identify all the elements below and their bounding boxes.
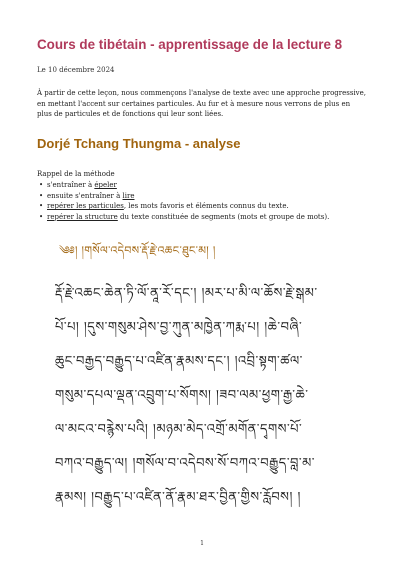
method-item: [47, 180, 367, 191]
tibetan-title: ༄༅། །གསོལ་འདེབས་རྡོ་རྗེ་འཆང་ཐུང་མ། །: [59, 244, 216, 257]
document-page: [37, 0, 367, 566]
document-title: Cours de tibétain - apprentissage de la lecture 8: [37, 37, 343, 52]
tibetan-line: བཀའ་བརྒྱུད་ལ། །གསོལ་བ་འདེབས་སོ་བཀའ་བརྒྱུད་བླ་མ་: [55, 456, 315, 471]
method-item-text: ensuite s'entraîner à: [47, 191, 123, 200]
link-lire[interactable]: lire: [122, 191, 135, 200]
method-item-text: du texte constituée de segments (mots et groupe de mots).: [117, 212, 330, 221]
tibetan-line: རྡོ་རྗེ་འཆང་ཆེན་ཏི་ལོ་ནཱ་རོ་དང་། །མར་པ་མི་ལ་ཆོས་རྗེ་སྒམ་: [55, 286, 318, 301]
method-item: [47, 191, 367, 202]
document-date: Le 10 décembre 2024: [37, 66, 115, 74]
method-item: [47, 201, 367, 212]
tibetan-line: པོ་པ། །དུས་གསུམ་ཤེས་བྱ་ཀུན་མཁྱེན་ཀརྨ་པ། །ཆེ་བཞི་: [55, 320, 303, 335]
link-reperer-structure[interactable]: repérer la structure: [47, 212, 118, 221]
link-reperer-particules[interactable]: repérer les particules: [47, 202, 124, 210]
tibetan-line: ལ་མངའ་བརྙེས་པའི། །མཉམ་མེད་འགྲོ་མགོན་དྭགས་པོ་: [55, 422, 303, 437]
tibetan-text: [55, 278, 367, 516]
page-number: 1: [200, 540, 204, 547]
method-item-text: , les mots favoris et éléments connus du texte.: [123, 202, 289, 210]
method-item: [47, 212, 367, 223]
link-epeler[interactable]: épeler: [94, 181, 117, 189]
tibetan-line: ཆུང་བརྒྱད་བརྒྱུད་པ་འཛིན་རྣམས་དང་། །འབྲི་སྟག་ཚལ་: [55, 354, 303, 369]
section-title: Dorjé Tchang Thungma - analyse: [37, 136, 241, 151]
method-item-text: s'entraîner à: [47, 181, 95, 189]
intro-paragraph: À partir de cette leçon, nous commençons l'analyse de texte avec une approche progressive, en mettant l'accent sur certaines particules. Au fur et à mesure nous verrons de plus en plus de particules et de fonctions qui leur sont liées.: [37, 89, 367, 119]
tibetan-line: གསུམ་དཔལ་ལྡན་འབྲུག་པ་སོགས། །ཟབ་ལམ་ཕྱག་རྒྱ་ཆེ་: [55, 388, 309, 403]
tibetan-line: རྣམས། །བརྒྱུད་པ་འཛིན་ནོ་རྣམ་ཐར་བྱིན་གྱིས་རློབས། །: [55, 490, 301, 505]
method-heading: Rappel de la méthode: [37, 170, 115, 178]
method-list: [37, 180, 367, 222]
